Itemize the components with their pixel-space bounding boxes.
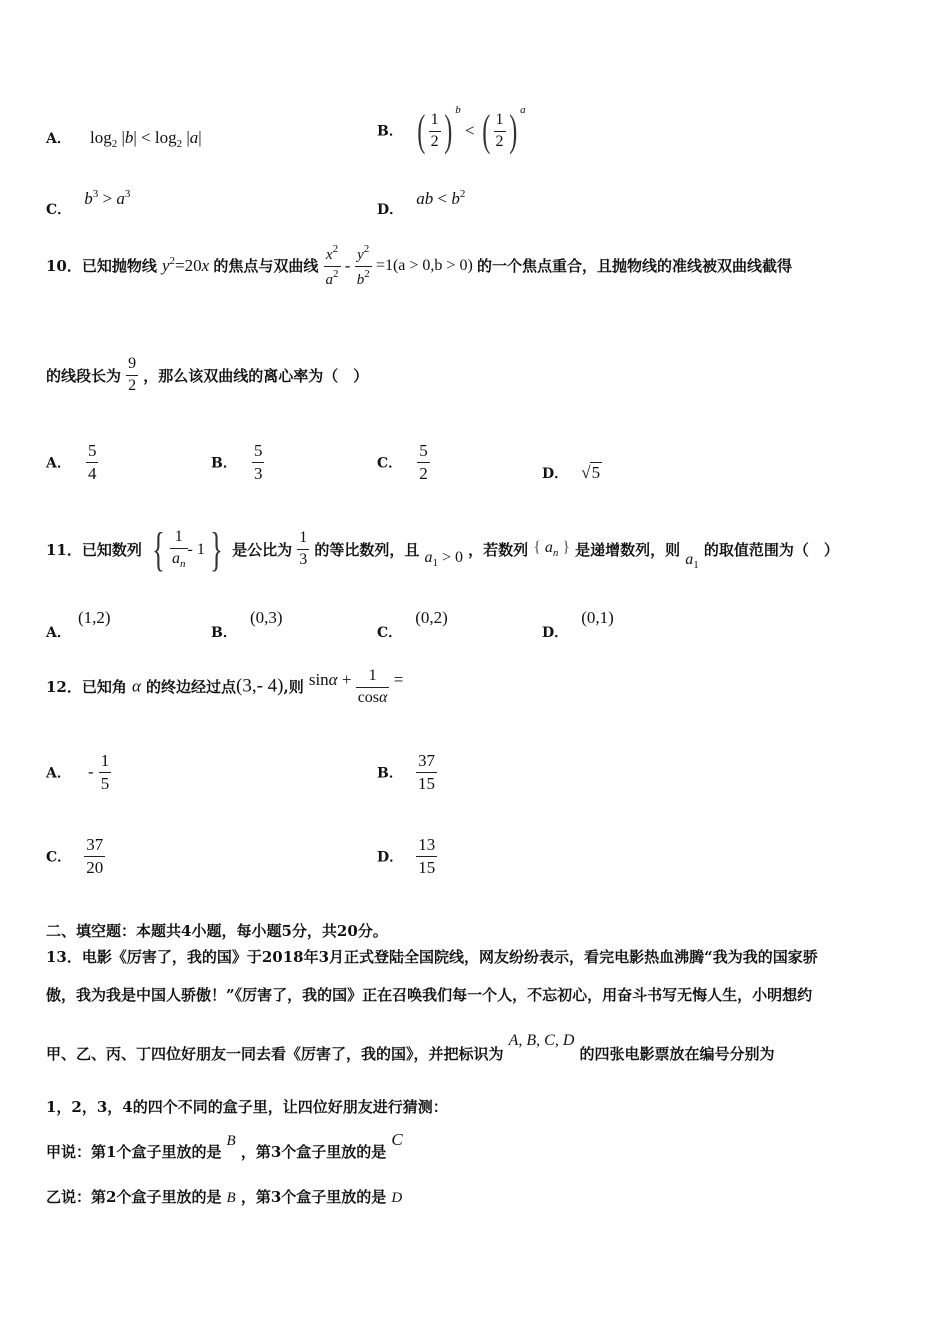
q13-line1: 13．电影《厉害了，我的国》于2018年3月正式登陆全国院线，网友纷纷表示，看完电影热血沸腾“我为我的国家骄: [46, 948, 818, 966]
option-d-math: ab < $b^2$: [416, 188, 466, 208]
q10-option-c: C． $\frac{5}{2}$: [377, 441, 428, 483]
q13-line2: 傲，我为我是中国人骄傲！”《厉害了，我的国》正在召唤我们每一个人，不忘初心，用奋斗书写无悔人生，小明想约: [46, 986, 813, 1004]
option-label: D．: [377, 202, 404, 218]
q13-guess-yi: 乙说：第2个盒子里放的是 B ，第3个盒子里放的是 D: [46, 1188, 403, 1206]
hyperbola-equation: $\frac{x^2}{a^2}$ - $\frac{y^2}{b^2}$ =1(a > 0,b > 0): [325, 243, 473, 288]
section-title: 二、填空题：本题共4小题，每小题5分，共20分。: [46, 922, 388, 940]
q10-option-d: D． √5: [542, 463, 601, 482]
q12-option-b: B． $\frac{37}{15}$: [377, 751, 435, 793]
q11-stem: 11．已知数列 { $\frac{1}{a_n}$ - 1 } 是公比为 $\frac{1}{3}$ 的等比数列，且 $a_1 > 0$ ，若数列 { $a_n$ } 是递增数列，则 $a_1$ 的取值范围为（ ）: [46, 523, 839, 576]
q12-stem: 12．已知角 α 的终边经过点(3,- 4),则 sinα + $\frac{1}{\cos\alpha}$ =: [46, 667, 404, 706]
sequence-expression: { $\frac{1}{a_n}$ - 1 }: [152, 523, 223, 576]
trig-expression: sinα + $\frac{1}{\cos\alpha}$ =: [308, 667, 404, 706]
option-c-math: $b^3 > a^3$: [84, 188, 131, 208]
option-b-math: ( $\frac{1}{2}$ ) $^b$ < ( $\frac{1}{2}$ ) $^a$: [417, 104, 526, 156]
q12-option-d: D． $\frac{13}{15}$: [377, 835, 436, 877]
q12-option-c: C． $\frac{37}{20}$: [46, 835, 104, 877]
parabola-equation: $y^2=20x$: [161, 255, 210, 276]
q10-option-a: A． $\frac{5}{4}$: [46, 441, 97, 483]
q13-line4: 1，2，3，4的四个不同的盒子里，让四位好朋友进行猜测：: [46, 1098, 448, 1116]
q11-option-a: A． (1,2): [46, 608, 111, 641]
q10-option-b: B． $\frac{5}{3}$: [211, 441, 263, 483]
option-label: B．: [377, 123, 403, 140]
option-label: C．: [46, 202, 72, 218]
q11-option-b: B． (0,3): [211, 608, 283, 641]
q10-stem-line1: 10．已知抛物线 $y^2=20x$ 的焦点与双曲线 $\frac{x^2}{a^2}$ - $\frac{y^2}{b^2}$ =1(a > 0,b > 0) 的一个焦点重合，且抛物线的准线被双曲线截得: [46, 243, 793, 288]
q9-option-a: [46, 128, 202, 150]
q9-option-b: [377, 104, 526, 156]
q13-guess-jia: 甲说：第1个盒子里放的是 B ，第3个盒子里放的是 C: [46, 1130, 403, 1161]
option-label: A．: [46, 131, 71, 147]
q12-option-a: A． - $\frac{1}{5}$: [46, 751, 110, 793]
q10-stem-line2: 的线段长为 $\frac{9}{2}$ ，那么该双曲线的离心率为（ ）: [46, 355, 369, 394]
ticket-labels: A, B, C, D: [508, 1032, 575, 1049]
option-a-math: $\log_2 |b| < \log_2 |a|$: [89, 128, 202, 150]
q11-option-d: D． (0,1): [542, 608, 614, 641]
q9-option-d: [377, 188, 465, 219]
segment-length: $\frac{9}{2}$: [128, 355, 137, 394]
q13-line3: 甲、乙、丙、丁四位好朋友一同去看《厉害了，我的国》，并把标识为 A, B, C, D 的四张电影票放在编号分别为: [46, 1032, 775, 1063]
q9-option-c: [46, 188, 130, 219]
q11-option-c: C． (0,2): [377, 608, 448, 641]
